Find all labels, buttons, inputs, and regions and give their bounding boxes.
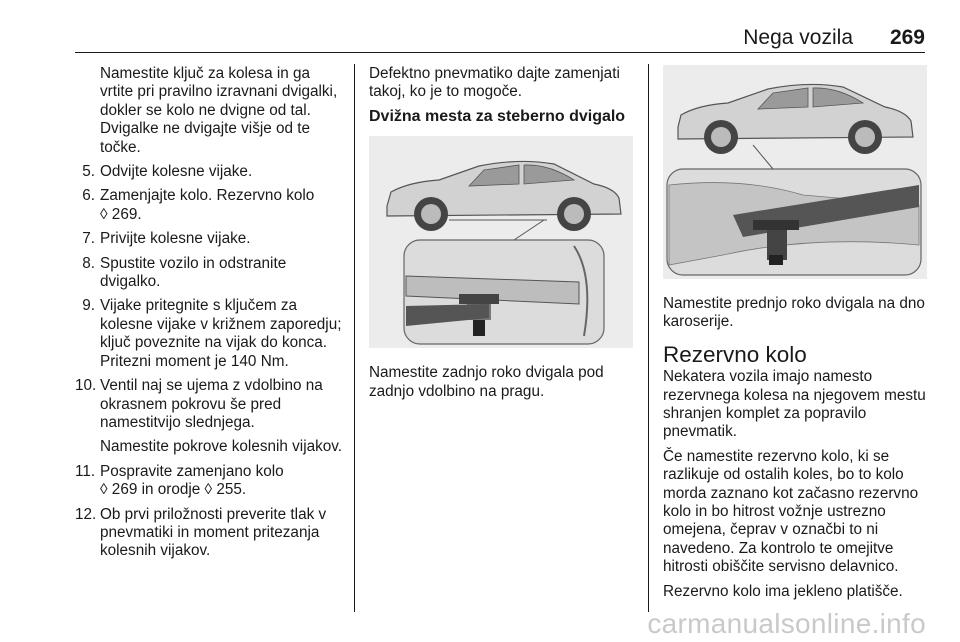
step-12: 12. Ob prvi priložnosti preverite tlak v pnevmatiki in moment pritezanja kolesnih vijakov. <box>75 505 327 560</box>
step-10: 10. Ventil naj se ujema z vdolbino na okrasnem pokrovu še pred namestitvijo slednjega. <box>75 377 323 431</box>
step-note: Namestite pokrove kolesnih vijakov. <box>100 438 343 456</box>
step-11: 11. Pospravite zamenjano kolo ◊ 269 in orodje ◊ 255. <box>75 462 284 499</box>
column-divider-1 <box>354 64 355 612</box>
step-8: 8. Spustite vozilo in odstranite dvigalko. <box>82 254 287 291</box>
column-3 <box>663 65 928 607</box>
defect-tire-text: Defektno pnevmatiko dajte zamenjati takoj, ko je to mogoče. <box>369 65 620 101</box>
column-1 <box>75 65 345 567</box>
spare-wheel-paragraph-3: Rezervno kolo ima jekleno platišče. <box>663 582 903 600</box>
step-7: 7. Privijte kolesne vijake. <box>82 230 251 248</box>
spare-wheel-paragraph-1: Nekatera vozila imajo namesto rezervnega kolesa na njegovem mestu shranjen komplet za popravilo pnevmatik. <box>663 368 926 441</box>
section-title: Nega vozila <box>743 26 853 49</box>
step-9: 9. Vijake pritegnite s ključem za kolesne vijake v križnem zaporedju; ključ poveznite na vijak do konca. Pritezni moment je 140 Nm. <box>82 297 342 370</box>
column-divider-2 <box>648 64 649 612</box>
page-reference-link[interactable]: ◊ 269 in orodje ◊ 255. <box>100 481 247 499</box>
header-rule <box>75 52 925 53</box>
front-figure-caption: Namestite prednjo roko dvigala na dno karoserije. <box>663 295 925 331</box>
step-6: 6. Zamenjajte kolo. Rezervno kolo ◊ 269. <box>82 187 315 223</box>
step-intro-text: Namestite ključ za kolesa in ga vrtite pri pravilno izravnani dvigalki, dokler se kolo ne dvigne od tal. Dvigalke ne dvigajte višje od te točke. <box>100 65 338 156</box>
spare-wheel-paragraph-2: Če namestite rezervno kolo, ki se razlikuje od ostalih koles, bo to kolo morda zaznano kot začasno rezervno kolo in bo hitrost vožnje ustrezno omejena, čeprav v označbi to ni navedeno. Za kontrolo te omejitve hitrosti obiščite servisno delavnico. <box>663 447 919 576</box>
page-number: 269 <box>889 26 925 49</box>
rear-figure-caption: Namestite zadnjo roko dvigala pod zadnjo vdolbino na pragu. <box>369 364 604 400</box>
watermark: carmanualsonline.info <box>647 608 926 639</box>
rear-lift-point-figure <box>369 136 633 348</box>
step-5: 5. Odvijte kolesne vijake. <box>82 163 253 181</box>
front-lift-point-figure <box>663 65 927 279</box>
page-header <box>75 26 925 50</box>
column-2 <box>369 65 635 407</box>
page-reference-link[interactable]: ◊ 269. <box>100 205 142 223</box>
section-heading-lift-points: Dvižna mesta za steberno dvigalo <box>369 107 626 125</box>
section-heading-spare-wheel: Rezervno kolo <box>663 341 807 367</box>
